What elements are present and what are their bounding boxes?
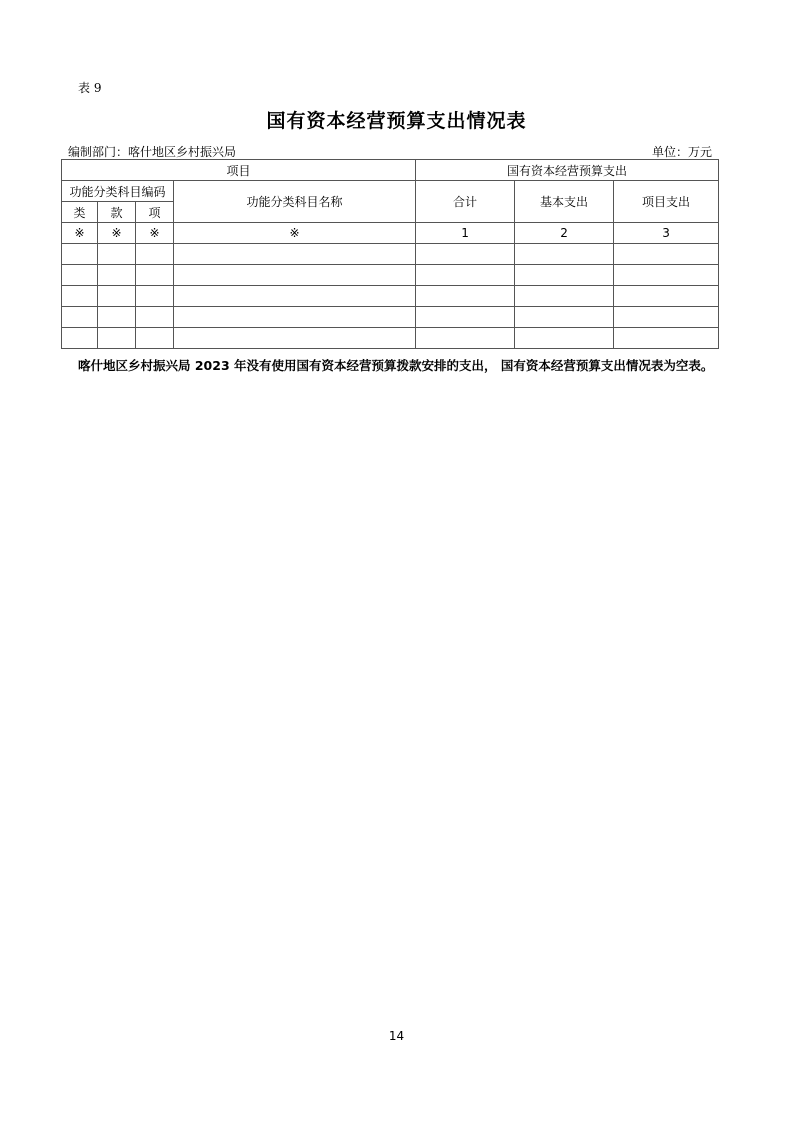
header-func-name: 功能分类科目名称 — [174, 181, 416, 223]
org-label: 编制部门：喀什地区乡村振兴局 — [68, 145, 237, 159]
table-row — [62, 265, 719, 286]
index-cell: ※ — [136, 223, 174, 244]
header-item: 项目 — [62, 160, 416, 181]
index-cell: 3 — [614, 223, 719, 244]
header-sec: 款 — [98, 202, 136, 223]
index-row — [62, 223, 719, 244]
table-row — [62, 328, 719, 349]
header-subsec: 项 — [136, 202, 174, 223]
header-budget-expense: 国有资本经营预算支出 — [416, 160, 719, 181]
index-cell: ※ — [98, 223, 136, 244]
unit-label: 单位：万元 — [651, 145, 712, 159]
header-func-code: 功能分类科目编码 — [62, 181, 174, 202]
budget-table — [61, 159, 719, 349]
table-label: 表 9 — [78, 81, 102, 95]
header-cat: 类 — [62, 202, 98, 223]
table-row — [62, 244, 719, 265]
note-text: 喀什地区乡村振兴局 2023 年没有使用国有资本经营预算拨款安排的支出， 国有资本经营预算支出情况表为空表。 — [78, 358, 714, 373]
header-row-1 — [62, 160, 719, 181]
table-row — [62, 286, 719, 307]
header-total: 合计 — [416, 181, 515, 223]
index-cell: 1 — [416, 223, 515, 244]
index-cell: ※ — [62, 223, 98, 244]
header-basic: 基本支出 — [515, 181, 614, 223]
table-row — [62, 307, 719, 328]
index-cell: 2 — [515, 223, 614, 244]
page-title: 国有资本经营预算支出情况表 — [266, 110, 527, 132]
index-cell: ※ — [174, 223, 416, 244]
header-row-2 — [62, 181, 719, 202]
page-number: 14 — [388, 1029, 405, 1043]
header-project: 项目支出 — [614, 181, 719, 223]
